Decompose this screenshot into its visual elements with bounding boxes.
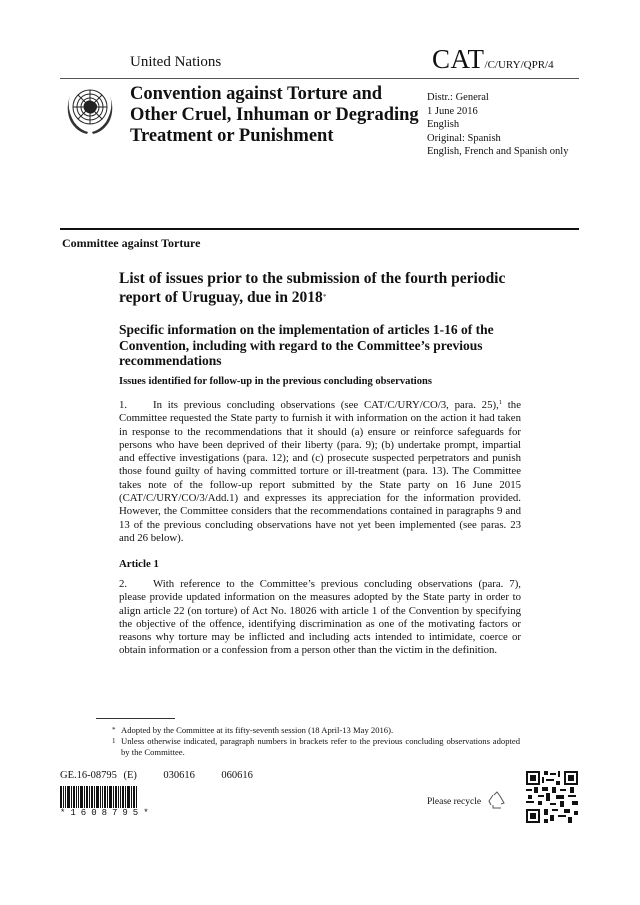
recycle-icon xyxy=(486,790,508,812)
footnote-item xyxy=(112,736,520,758)
paragraph-number: 2. xyxy=(119,578,128,590)
title-text: List of issues prior to the submission of the fourth periodic report of Uruguay, due in 2018 xyxy=(119,270,506,306)
article-heading: Article 1 xyxy=(119,558,159,570)
paragraph-number: 1. xyxy=(119,399,128,411)
symbol-prefix: CAT xyxy=(432,44,485,74)
convention-title: Convention against Torture and Other Cruel, Inhuman or Degrading Treatment or Punishment xyxy=(130,84,419,146)
footnote-ref[interactable]: 1 xyxy=(498,399,503,406)
organization-name: United Nations xyxy=(130,54,222,70)
footnote-mark: * xyxy=(112,726,116,734)
document-subtitle: Specific information on the implementation of articles 1-16 of the Convention, including with regard to the Committee’s previous recommendations xyxy=(119,322,494,368)
paragraph-text: In its previous concluding observations (see CAT/C/URY/CO/3, para. 25), xyxy=(153,399,499,411)
barcode-number: *1608795* xyxy=(60,808,154,818)
qr-code-icon xyxy=(526,771,578,823)
footnote-mark: 1 xyxy=(112,737,116,745)
recycle-label: Please recycle xyxy=(427,797,482,807)
available-languages-line: English, French and Spanish only xyxy=(427,146,569,157)
section-heading: Issues identified for follow-up in the previous concluding observations xyxy=(119,376,432,387)
footnotes xyxy=(112,725,520,758)
footnote-text: Adopted by the Committee at its fifty-seventh session (18 April-13 May 2016). xyxy=(121,725,394,735)
document-symbol xyxy=(432,44,554,75)
title-footnote-mark[interactable]: * xyxy=(322,293,327,301)
paragraph-text: With reference to the Committee’s previous concluding observations (para. 7), please provide updated information on the measures adopted by the State party in order to align article 22 (on torture) of Act No. 18026 with article 1 of the Convention by specifying the objective of the offence, identifying discrimination as one of the motivating factors or reasons why torture may be inflicted and including acts intended to intimidate, coerce or obtain information or a confession from a person other than the victim in the definition. xyxy=(119,578,521,657)
date-line: 1 June 2016 xyxy=(427,105,478,117)
section-rule xyxy=(60,228,579,230)
footnote-item xyxy=(112,725,520,736)
barcode-icon xyxy=(60,786,152,808)
footnote-rule xyxy=(96,718,175,719)
paragraph-text-cont: the Committee requested the State party to furnish it with information on the action it had taken in response to the recommendations that it should (a) ensure or reinforce safeguards for persons who have been deprived of their liberty (para. 9); (b) undertake prompt, impartial and effective investigations (para. 12); and (c) prosecute suspected perpetrators and punish those found guilty of having committed torture or ill-treatment (para. 13). The Committee takes note of the follow-up report submitted by the State party on 16 June 2015 (CAT/C/URY/CO/3/Add.1) and expresses its appreciation for the information provided. However, the Committee considers that the recommendations contained in paragraphs 9 and 13 of the previous concluding observations have not yet been implemented (see paras. 23 and 26 below). xyxy=(119,399,521,544)
header-rule xyxy=(60,78,579,79)
paragraph-1 xyxy=(119,396,521,545)
original-language-line: Original: Spanish xyxy=(427,132,501,144)
language-line: English xyxy=(427,119,460,130)
symbol-suffix: /C/URY/QPR/4 xyxy=(484,59,554,71)
distribution-line: Distr.: General xyxy=(427,92,489,103)
distribution-block xyxy=(427,91,568,159)
footnote-text: Unless otherwise indicated, paragraph numbers in brackets refer to the previous concluding observations adopted by the Committee. xyxy=(121,736,520,757)
document-title xyxy=(119,270,539,307)
document-code: GE.16-08795 (E) 030616 060616 xyxy=(60,770,253,781)
un-emblem-icon xyxy=(62,82,118,138)
paragraph-2 xyxy=(119,578,521,658)
committee-name: Committee against Torture xyxy=(62,236,201,250)
